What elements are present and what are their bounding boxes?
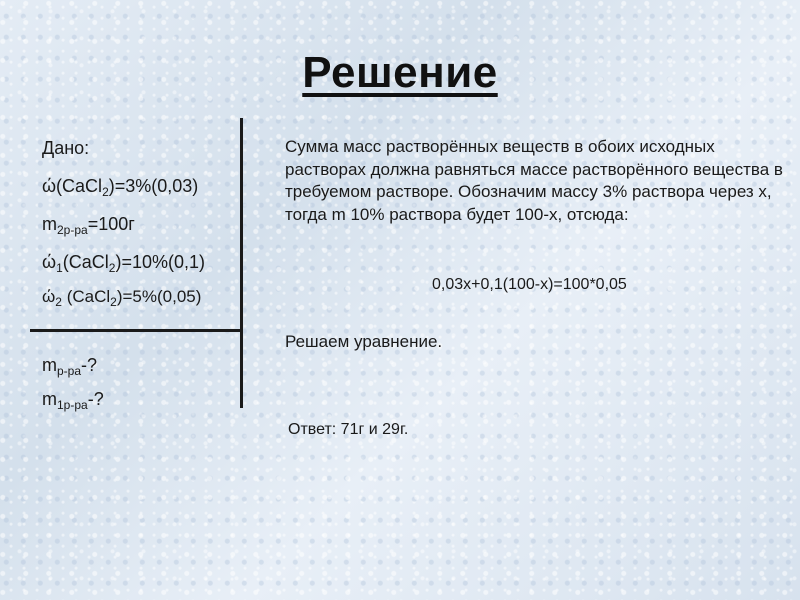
vertical-divider — [240, 118, 243, 408]
given-text: ώ — [42, 287, 56, 306]
given-line-mass — [42, 214, 135, 235]
find-text: m — [42, 389, 57, 409]
given-text: )=5%(0,05) — [116, 287, 202, 306]
answer-text: Ответ: 71г и 29г. — [288, 421, 409, 438]
given-header: Дано: — [42, 138, 90, 158]
slide-title: Решение — [302, 48, 498, 97]
given-subscript: 2р-ра — [57, 223, 88, 237]
find-text: m — [42, 355, 57, 375]
given-subscript: 2 — [55, 295, 62, 309]
find-text: -? — [81, 355, 98, 375]
given-text: ώ(CaCl — [42, 176, 103, 196]
given-text: ώ — [42, 252, 57, 272]
solve-label: Решаем уравнение. — [285, 332, 443, 351]
given-subscript: 2 — [108, 261, 116, 275]
horizontal-divider — [30, 329, 243, 332]
given-subscript: 2 — [110, 295, 117, 309]
given-line-concentration-2 — [42, 252, 205, 273]
find-line-mass — [42, 355, 97, 376]
given-text: )=10%(0,1) — [115, 252, 205, 272]
given-text: m — [42, 214, 57, 234]
solution-equation: 0,03х+0,1(100-х)=100*0,05 — [432, 276, 627, 293]
find-text: -? — [87, 389, 104, 409]
given-text: =100г — [87, 214, 135, 234]
given-subscript: 1 — [56, 261, 63, 275]
given-line-concentration-3 — [42, 287, 201, 307]
given-text: (CaCl — [61, 287, 111, 306]
given-line-concentration-1 — [42, 176, 198, 197]
given-text: (CaCl — [62, 252, 109, 272]
find-line-mass-1 — [42, 389, 104, 410]
given-subscript: 2 — [102, 185, 109, 199]
given-text: )=3%(0,03) — [108, 176, 199, 196]
find-subscript: 1р-ра — [57, 398, 88, 412]
solution-explanation: Сумма масс растворённых веществ в обоих исходных растворах должна равняться массе растворённого вещества в требуемом растворе. Обозначим массу 3% раствора через х, тогда m 10% раствора будет 100-х, отсюда: — [285, 137, 783, 224]
find-subscript: р-ра — [57, 364, 82, 378]
